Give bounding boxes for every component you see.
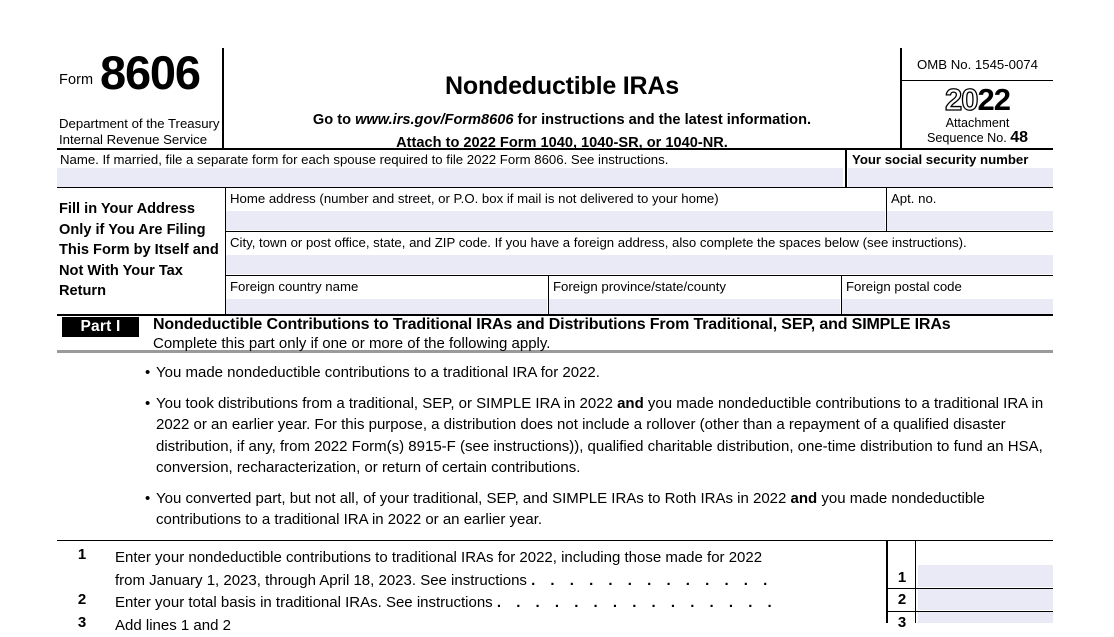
line-description xyxy=(115,591,915,614)
foreign-postal-label: Foreign postal code xyxy=(846,279,962,294)
page-title: Nondeductible IRAs xyxy=(445,72,679,100)
home-address-bottom-rule xyxy=(226,231,1053,232)
part-1-title: Nondeductible Contributions to Traditional IRAs and Distributions From Traditional, SEP, and SIMPLE IRAs xyxy=(153,316,951,333)
tax-year-century: 20 xyxy=(945,82,978,117)
bullet-marker-icon: • xyxy=(145,364,151,381)
part-1-subtitle: Complete this part only if one or more of the following apply. xyxy=(153,335,551,352)
name-ssn-row xyxy=(57,150,1053,187)
irs-url[interactable]: www.irs.gov/Form8606 xyxy=(355,112,514,128)
foreign-country-input[interactable] xyxy=(226,299,547,314)
condition-bullet xyxy=(57,362,1053,384)
name-input[interactable] xyxy=(57,168,843,187)
condition-emphasis: and xyxy=(790,489,818,507)
condition-bullet xyxy=(57,393,1053,479)
dot-leader: . . . . . . . . . . . . . xyxy=(531,571,773,589)
condition-text: You made nondeductible contributions to a traditional IRA for 2022. xyxy=(156,364,600,381)
attachment-label-2: Sequence No. xyxy=(926,130,1007,145)
condition-text-cont: you made nondeductible contributions to a traditional IRA in 2022 or an earlier year. xyxy=(156,489,985,528)
city-row-bottom-rule xyxy=(226,275,1053,276)
line-box-number: 2 xyxy=(897,590,907,608)
line-1-amount-input[interactable] xyxy=(918,565,1053,587)
line-2-amount-input[interactable] xyxy=(918,589,1053,610)
form-title-block xyxy=(224,44,900,151)
goto-suffix: for instructions and the latest information. xyxy=(513,112,812,128)
address-left-divider xyxy=(225,188,226,314)
tax-year xyxy=(902,84,1053,116)
apt-no-label: Apt. no. xyxy=(891,191,937,206)
home-address-input[interactable] xyxy=(226,211,885,230)
form-header xyxy=(57,44,1053,151)
part-1-lines xyxy=(57,541,1053,634)
foreign-postal-input[interactable] xyxy=(842,299,1053,314)
line-description-part-1: Add lines 1 and 2 xyxy=(115,616,231,634)
instructions-link-line xyxy=(224,112,900,128)
omb-block xyxy=(902,44,1053,148)
address-block xyxy=(57,188,1053,314)
form-8606 xyxy=(57,44,1053,634)
address-section-caption: Fill in Your Address Only if You Are Filing This Form by Itself and Not With Your Tax Return xyxy=(59,201,219,299)
part-1-badge: Part I xyxy=(62,317,139,337)
department-line-2: Internal Revenue Service xyxy=(59,131,208,147)
tax-year-suffix: 22 xyxy=(977,82,1010,117)
line-description xyxy=(115,614,915,637)
dot-leader: . . . . . . . . . . . . . . . xyxy=(496,593,778,611)
condition-bullet xyxy=(57,488,1053,531)
issuing-agency xyxy=(59,116,220,147)
omb-number: OMB No. 1545-0074 xyxy=(917,57,1038,72)
goto-prefix: Go to xyxy=(312,112,356,128)
condition-text: You took distributions from a traditional, SEP, or SIMPLE IRA in 2022 xyxy=(156,394,618,412)
line-number: 1 xyxy=(77,545,87,563)
ssn-input[interactable] xyxy=(848,168,1053,187)
part-1-header xyxy=(57,316,1053,350)
name-ssn-divider xyxy=(845,150,847,187)
attachment-sequence xyxy=(902,116,1053,145)
form-identity-block xyxy=(57,44,222,148)
foreign-country-label: Foreign country name xyxy=(230,279,359,294)
bullet-marker-icon: • xyxy=(145,489,151,507)
line-description-part-1: Enter your nondeductible contributions to traditional IRAs for 2022, including those made for 2022 xyxy=(115,548,763,566)
ssn-field-label: Your social security number xyxy=(852,152,1029,167)
department-line-1: Department of the Treasury xyxy=(59,116,220,131)
foreign-province-input[interactable] xyxy=(549,299,840,314)
condition-text-cont: you made nondeductible contributions to a traditional IRA in 2022 or an earlier year. For this purpose, a distribution does not include a rollover (other than a repayment of a qualified disaster distribution, if any, from 2022 Form(s) 8915-F (see instructions)), qualified charitable distribution, one-time distribution to fund an HSA, conversion, recharacterization, or return of certain contributions. xyxy=(156,394,1044,476)
form-number: 8606 xyxy=(100,46,200,99)
line-box-number: 3 xyxy=(897,613,907,631)
attachment-sequence-number: 48 xyxy=(1010,128,1029,146)
city-state-zip-input[interactable] xyxy=(226,255,1053,274)
bullet-marker-icon: • xyxy=(145,394,151,412)
home-address-label: Home address (number and street, or P.O. box if mail is not delivered to your home) xyxy=(230,191,719,206)
line-number: 3 xyxy=(77,613,87,631)
condition-text: You converted part, but not all, of your traditional, SEP, and SIMPLE IRAs to Roth IRAs in 2022 xyxy=(156,489,791,507)
part-1-conditions xyxy=(57,353,1053,531)
name-field-label: Name. If married, file a separate form for each spouse required to file 2022 Form 8606. See instructions. xyxy=(60,152,669,167)
apt-no-input[interactable] xyxy=(887,211,1053,230)
condition-emphasis: and xyxy=(617,394,644,412)
line-3-amount-input[interactable] xyxy=(918,612,1053,623)
line-box-number: 1 xyxy=(897,568,907,586)
form-word-label: Form xyxy=(59,72,94,88)
line-number: 2 xyxy=(77,590,87,608)
line-description xyxy=(115,546,915,592)
city-state-zip-label: City, town or post office, state, and ZIP code. If you have a foreign address, also complete the spaces below (see instructions). xyxy=(230,235,967,250)
foreign-province-label: Foreign province/state/county xyxy=(553,279,726,294)
line-description-part-2: from January 1, 2023, through April 18, 2023. See instructions xyxy=(115,571,527,589)
attach-instruction: Attach to 2022 Form 1040, 1040-SR, or 1040-NR. xyxy=(396,135,728,151)
omb-divider xyxy=(902,80,1053,81)
line-description-part-1: Enter your total basis in traditional IRAs. See instructions xyxy=(115,593,493,611)
attachment-label-1: Attachment xyxy=(945,116,1010,130)
